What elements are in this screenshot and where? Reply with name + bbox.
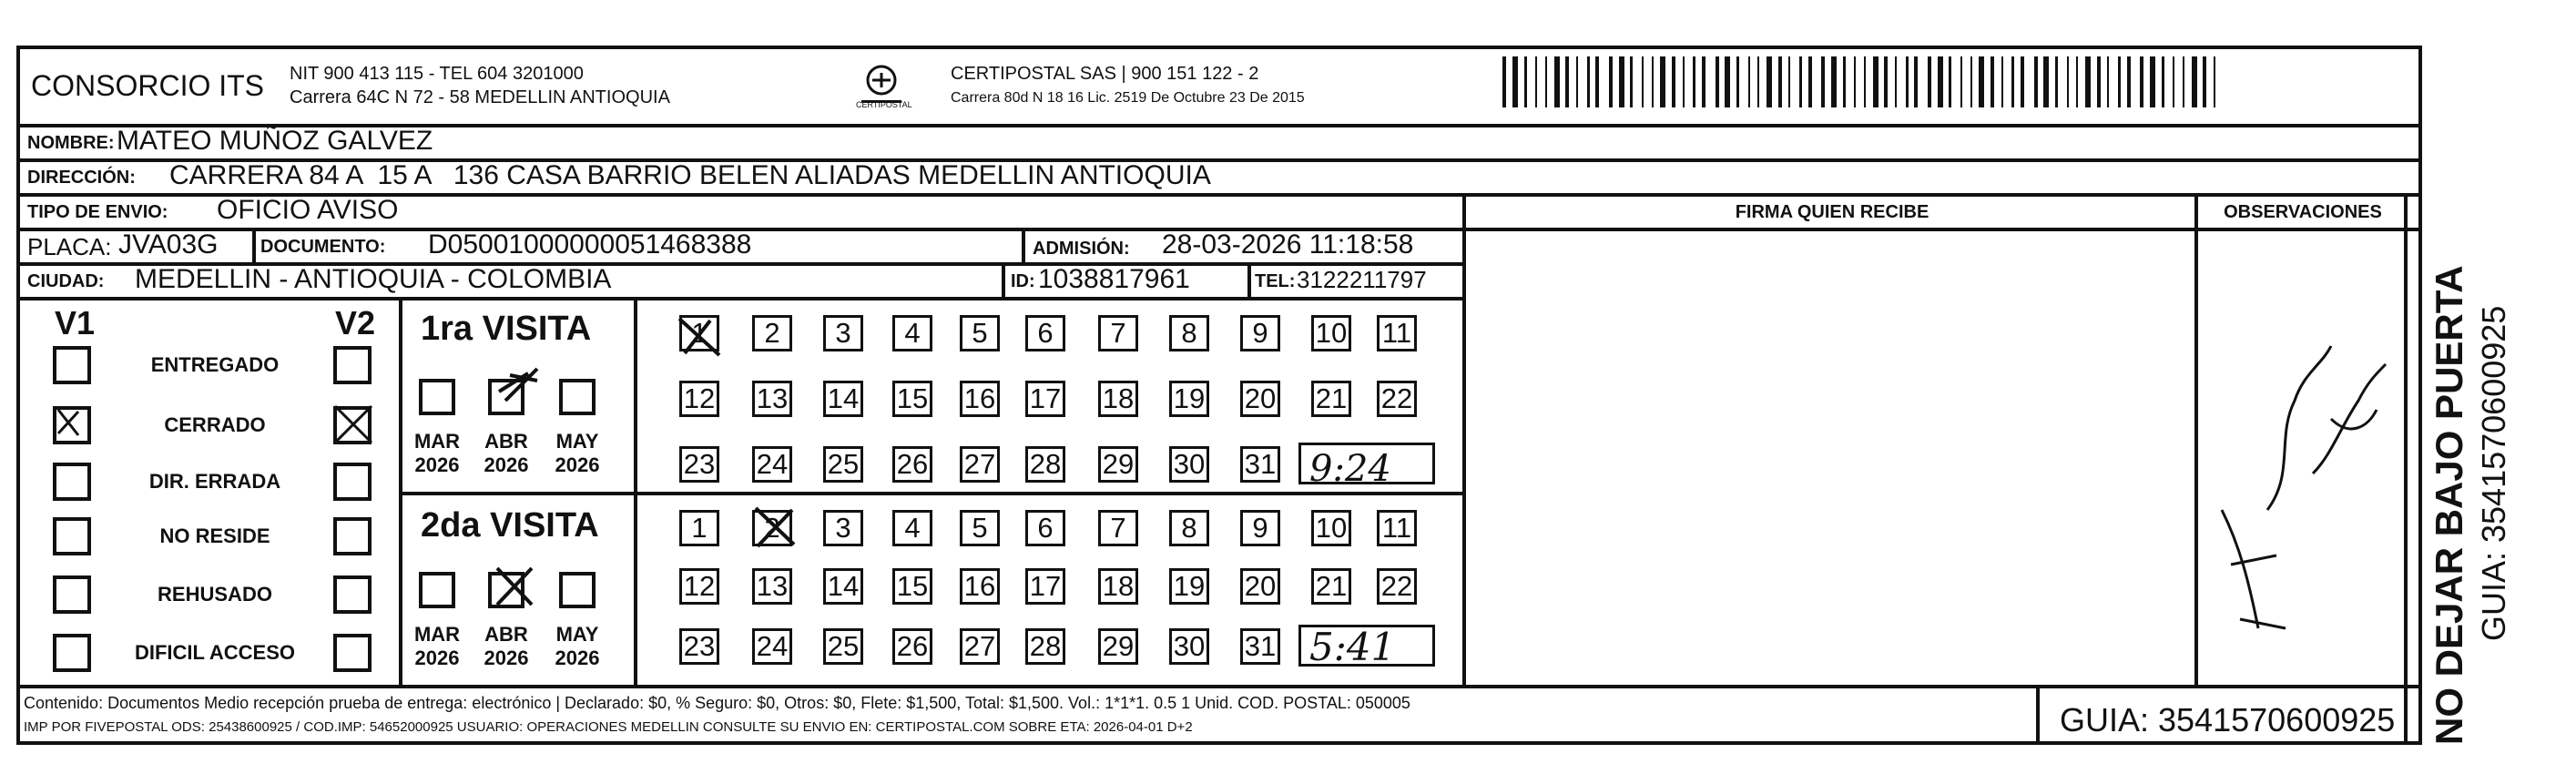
month-label: ABR xyxy=(484,430,528,453)
documento-value: D05001000000051468388 xyxy=(428,229,752,260)
admision-value: 28-03-2026 11:18:58 xyxy=(1162,229,1414,260)
observaciones-header: OBSERVACIONES xyxy=(2224,202,2382,222)
day-box[interactable]: 21 xyxy=(1311,568,1351,605)
v1-label: V1 xyxy=(55,304,96,341)
day-box[interactable]: 11 xyxy=(1377,510,1417,546)
direccion-value: CARRERA 84 A 15 A 136 CASA BARRIO BELEN ALIADAS MEDELLIN ANTIOQUIA xyxy=(169,160,1211,190)
month-label: MAY xyxy=(555,430,599,453)
day-box[interactable]: 25 xyxy=(823,446,863,483)
day-box[interactable]: 17 xyxy=(1025,568,1065,605)
day-box[interactable]: 30 xyxy=(1169,628,1209,665)
day-box[interactable]: 9 xyxy=(1240,510,1280,546)
day-box[interactable]: 29 xyxy=(1098,446,1138,483)
day-box[interactable]: 18 xyxy=(1098,381,1138,417)
day-box[interactable]: 3 xyxy=(823,510,863,546)
documento-label: DOCUMENTO: xyxy=(260,237,386,257)
second-visit-title: 2da VISITA xyxy=(421,506,599,545)
direccion-label: DIRECCIÓN: xyxy=(27,168,136,188)
admision-label: ADMISIÓN: xyxy=(1033,239,1130,259)
month-label: MAR xyxy=(413,623,461,646)
footer-content: Contenido: Documentos Medio recepción prueba de entrega: electrónico | Declarado: $0, % Seguro: $0, Otros: $0, Flete: $1,500, Total: $1,500. Vol.: 1*1*1. 0.5 1 Unid. COD. POSTAL: 050005 xyxy=(24,694,1410,712)
day-box[interactable]: 28 xyxy=(1025,628,1065,665)
footer-print-info: IMP POR FIVEPOSTAL ODS: 25438600925 / COD.IMP: 54652000925 USUARIO: OPERACIONES MEDELLIN CONSULTE SU ENVIO EN: CERTIPOSTAL.COM SOBRE ETA: 2026-04-01 D+2 xyxy=(24,719,1193,735)
day-box[interactable]: 16 xyxy=(960,381,1000,417)
month-checkbox[interactable] xyxy=(488,572,524,608)
day-box[interactable]: 9 xyxy=(1240,315,1280,351)
v1-checkbox[interactable] xyxy=(53,463,91,501)
status-option-label: NO RESIDE xyxy=(159,524,270,547)
day-box[interactable]: 5 xyxy=(960,510,1000,546)
day-box[interactable]: 21 xyxy=(1311,381,1351,417)
month-checkbox[interactable] xyxy=(559,379,596,415)
side-warning: NO DEJAR BAJO PUERTA xyxy=(2428,265,2470,745)
v1-checkbox[interactable] xyxy=(53,517,91,555)
day-box[interactable]: 15 xyxy=(892,381,932,417)
day-box[interactable]: 15 xyxy=(892,568,932,605)
day-box[interactable]: 2 xyxy=(752,315,792,351)
footer-guia: GUIA: 3541570600925 xyxy=(2060,701,2396,738)
status-option-label: CERRADO xyxy=(164,413,266,436)
first-visit-title: 1ra VISITA xyxy=(421,310,592,348)
placa-label: PLACA: xyxy=(27,233,112,260)
day-box[interactable]: 13 xyxy=(752,568,792,605)
day-box[interactable]: 29 xyxy=(1098,628,1138,665)
ciudad-value: MEDELLIN - ANTIOQUIA - COLOMBIA xyxy=(135,264,612,294)
day-box[interactable]: 22 xyxy=(1377,381,1417,417)
day-box[interactable]: 2 xyxy=(752,510,792,546)
day-box[interactable]: 6 xyxy=(1025,510,1065,546)
day-box[interactable]: 23 xyxy=(679,446,719,483)
year-label: 2026 xyxy=(484,453,529,476)
courier-name: CERTIPOSTAL SAS | 900 151 122 - 2 xyxy=(951,64,1259,84)
firma-header: FIRMA QUIEN RECIBE xyxy=(1735,202,1929,222)
day-box[interactable]: 16 xyxy=(960,568,1000,605)
day-box[interactable]: 4 xyxy=(892,315,932,351)
day-box[interactable]: 20 xyxy=(1240,568,1280,605)
day-box[interactable]: 26 xyxy=(892,446,932,483)
day-box[interactable]: 27 xyxy=(960,628,1000,665)
v1-checkbox[interactable] xyxy=(53,406,91,444)
day-box[interactable]: 31 xyxy=(1240,446,1280,483)
tipo-label: TIPO DE ENVIO: xyxy=(27,202,168,222)
day-box[interactable]: 30 xyxy=(1169,446,1209,483)
month-checkbox[interactable] xyxy=(559,572,596,608)
day-box[interactable]: 18 xyxy=(1098,568,1138,605)
company-address: Carrera 64C N 72 - 58 MEDELLIN ANTIOQUIA xyxy=(290,87,670,107)
status-option-label: REHUSADO xyxy=(158,583,272,606)
day-box[interactable]: 1 xyxy=(679,510,719,546)
placa-value: JVA03G xyxy=(118,229,219,260)
v2-checkbox[interactable] xyxy=(333,517,372,555)
day-box[interactable]: 13 xyxy=(752,381,792,417)
year-label: 2026 xyxy=(414,453,460,476)
day-box[interactable]: 14 xyxy=(823,381,863,417)
status-option-label: DIFICIL ACCESO xyxy=(134,641,295,664)
day-box[interactable]: 5 xyxy=(960,315,1000,351)
v2-checkbox[interactable] xyxy=(333,346,372,384)
tel-label: TEL: xyxy=(1255,271,1296,291)
day-box[interactable]: 24 xyxy=(752,628,792,665)
first-visit-time: 9:24 xyxy=(1309,448,1391,490)
month-label: MAY xyxy=(555,623,599,646)
day-box[interactable]: 6 xyxy=(1025,315,1065,351)
second-visit-time: 5:41 xyxy=(1309,625,1396,669)
v1-checkbox[interactable] xyxy=(53,346,91,384)
day-box[interactable]: 17 xyxy=(1025,381,1065,417)
day-box[interactable]: 31 xyxy=(1240,628,1280,665)
day-box[interactable]: 12 xyxy=(679,568,719,605)
day-box[interactable]: 12 xyxy=(679,381,719,417)
day-box[interactable]: 20 xyxy=(1240,381,1280,417)
day-box[interactable]: 25 xyxy=(823,628,863,665)
day-box[interactable]: 10 xyxy=(1311,315,1351,351)
nombre-value: MATEO MUÑOZ GALVEZ xyxy=(117,126,433,156)
ciudad-label: CIUDAD: xyxy=(27,271,105,291)
day-box[interactable]: 11 xyxy=(1377,315,1417,351)
day-box[interactable]: 8 xyxy=(1169,315,1209,351)
tipo-value: OFICIO AVISO xyxy=(217,195,399,225)
company-nit: NIT 900 413 115 - TEL 604 3201000 xyxy=(290,64,584,84)
v1-checkbox[interactable] xyxy=(53,634,91,672)
day-box[interactable]: 7 xyxy=(1098,315,1138,351)
day-box[interactable]: 26 xyxy=(892,628,932,665)
id-label: ID: xyxy=(1011,271,1035,291)
day-box[interactable]: 14 xyxy=(823,568,863,605)
v2-checkbox[interactable] xyxy=(333,406,372,444)
year-label: 2026 xyxy=(484,647,529,669)
status-option-label: DIR. ERRADA xyxy=(148,470,281,493)
day-box[interactable]: 24 xyxy=(752,446,792,483)
month-checkbox[interactable] xyxy=(419,572,455,608)
day-box[interactable]: 22 xyxy=(1377,568,1417,605)
id-value: 1038817961 xyxy=(1038,264,1190,294)
status-option-label: ENTREGADO xyxy=(150,353,280,376)
day-box[interactable]: 27 xyxy=(960,446,1000,483)
year-label: 2026 xyxy=(555,647,600,669)
nombre-label: NOMBRE: xyxy=(27,133,115,153)
day-box[interactable]: 19 xyxy=(1169,381,1209,417)
year-label: 2026 xyxy=(555,453,600,476)
day-box[interactable]: 4 xyxy=(892,510,932,546)
day-box[interactable]: 3 xyxy=(823,315,863,351)
v2-checkbox[interactable] xyxy=(333,575,372,614)
v1-checkbox[interactable] xyxy=(53,575,91,614)
month-checkbox[interactable] xyxy=(488,379,524,415)
side-guia: GUIA: 3541570600925 xyxy=(2475,305,2512,641)
v2-label: V2 xyxy=(335,304,376,341)
day-box[interactable]: 1 xyxy=(679,315,719,351)
year-label: 2026 xyxy=(414,647,460,669)
month-label: ABR xyxy=(484,623,528,646)
barcode xyxy=(1502,56,2224,107)
month-checkbox[interactable] xyxy=(419,379,455,415)
logo-text: CERTIPOSTAL xyxy=(856,100,912,109)
v2-checkbox[interactable] xyxy=(333,634,372,672)
day-box[interactable]: 19 xyxy=(1169,568,1209,605)
month-label: MAR xyxy=(413,430,461,453)
v2-checkbox[interactable] xyxy=(333,463,372,501)
courier-license: Carrera 80d N 18 16 Lic. 2519 De Octubre 23 De 2015 xyxy=(951,90,1305,106)
day-box[interactable]: 8 xyxy=(1169,510,1209,546)
day-box[interactable]: 10 xyxy=(1311,510,1351,546)
company-name: CONSORCIO ITS xyxy=(31,69,265,102)
day-box[interactable]: 23 xyxy=(679,628,719,665)
tel-value: 3122211797 xyxy=(1297,266,1427,293)
day-box[interactable]: 7 xyxy=(1098,510,1138,546)
day-box[interactable]: 28 xyxy=(1025,446,1065,483)
